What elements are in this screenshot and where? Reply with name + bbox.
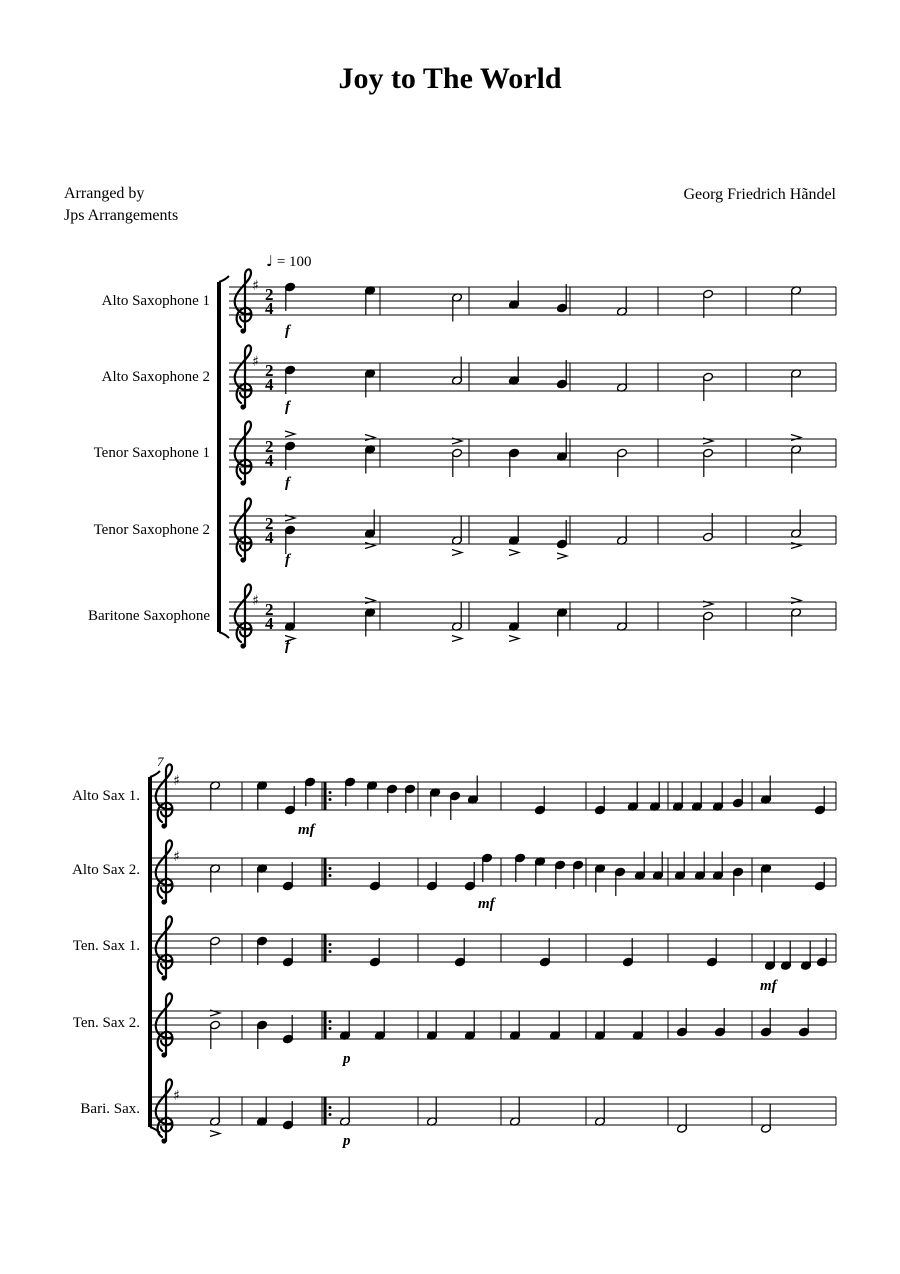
accent-mark: [285, 431, 295, 437]
repeat-dot: [329, 1020, 332, 1023]
staff-system2-0: [150, 764, 836, 838]
staff-system1-4: [229, 584, 836, 654]
composer-credit: Georg Friedrich Hãndel: [683, 186, 836, 203]
dynamic-marking: f: [285, 475, 290, 491]
accent-mark: [791, 543, 801, 549]
dynamic-marking: f: [285, 323, 290, 339]
score-title: Joy to The World: [338, 62, 562, 95]
staff-system2-1: [150, 840, 836, 912]
repeat-dot: [329, 798, 332, 801]
staff-system2-4: [150, 1079, 836, 1149]
accent-mark: [365, 598, 375, 604]
dynamic-marking: f: [285, 552, 290, 568]
time-signature-bottom: 4: [265, 299, 274, 318]
dynamic-marking: mf: [298, 822, 315, 838]
staff-system1-1: [229, 345, 836, 415]
instrument-label-tenor2: Tenor Saxophone 2: [93, 522, 210, 538]
sharp-icon: ♯: [173, 773, 180, 789]
tempo-value: = 100: [276, 254, 312, 270]
repeat-dot: [329, 943, 332, 946]
repeat-dot: [329, 950, 332, 953]
instrument-label-alto2-short: Alto Sax 2.: [72, 862, 140, 878]
sharp-icon: ♯: [252, 278, 259, 294]
instrument-label-tenor2-short: Ten. Sax 2.: [72, 1015, 140, 1031]
accent-mark: [791, 435, 801, 441]
dynamic-marking: p: [343, 1133, 351, 1149]
staff-system1-2: [229, 421, 836, 491]
staff-system1-3: [229, 498, 836, 568]
accent-mark: [509, 636, 519, 642]
instrument-label-bari-short: Bari. Sax.: [80, 1101, 140, 1117]
measure-number: 7: [157, 754, 164, 769]
repeat-dot: [329, 874, 332, 877]
instrument-label-alto1-short: Alto Sax 1.: [72, 788, 140, 804]
instrument-label-tenor1-short: Ten. Sax 1.: [72, 938, 140, 954]
time-signature-top: 2: [265, 361, 274, 380]
instrument-label-alto1: Alto Saxophone 1: [101, 293, 210, 309]
repeat-dot: [329, 867, 332, 870]
dynamic-marking: mf: [478, 896, 495, 912]
dynamic-marking: mf: [760, 978, 777, 994]
time-signature-bottom: 4: [265, 375, 274, 394]
accent-mark: [365, 435, 375, 441]
accent-mark: [452, 636, 462, 642]
repeat-dot: [329, 791, 332, 794]
instrument-label-bari: Baritone Saxophone: [87, 608, 210, 624]
time-signature-top: 2: [265, 514, 274, 533]
time-signature-bottom: 4: [265, 451, 274, 470]
dynamic-marking: f: [285, 399, 290, 415]
dynamic-marking: f: [285, 638, 290, 654]
instrument-label-alto2: Alto Saxophone 2: [101, 369, 210, 385]
dynamic-marking: p: [343, 1051, 351, 1067]
time-signature-bottom: 4: [265, 528, 274, 547]
accent-mark: [365, 543, 375, 549]
accent-mark: [452, 550, 462, 556]
staff-system2-2: [150, 916, 836, 994]
time-signature-bottom: 4: [265, 614, 274, 633]
sharp-icon: ♯: [252, 354, 259, 370]
arranger-line-2: Jps Arrangements: [64, 207, 179, 224]
accent-mark: [557, 553, 567, 559]
staff-system1-0: [229, 269, 836, 339]
staff-system2-3: [150, 993, 836, 1067]
sharp-icon: ♯: [252, 593, 259, 609]
accent-mark: [210, 1131, 220, 1137]
quarter-note-icon: ♩: [266, 252, 274, 270]
time-signature-top: 2: [265, 285, 274, 304]
repeat-dot: [329, 1106, 332, 1109]
time-signature-top: 2: [265, 600, 274, 619]
time-signature-top: 2: [265, 437, 274, 456]
accent-mark: [791, 598, 801, 604]
repeat-dot: [329, 1113, 332, 1116]
accent-mark: [509, 550, 519, 556]
arranger-line-1: Arranged by: [64, 185, 145, 202]
sharp-icon: ♯: [173, 849, 180, 865]
repeat-dot: [329, 1027, 332, 1030]
sharp-icon: ♯: [173, 1088, 180, 1104]
instrument-label-tenor1: Tenor Saxophone 1: [93, 445, 210, 461]
